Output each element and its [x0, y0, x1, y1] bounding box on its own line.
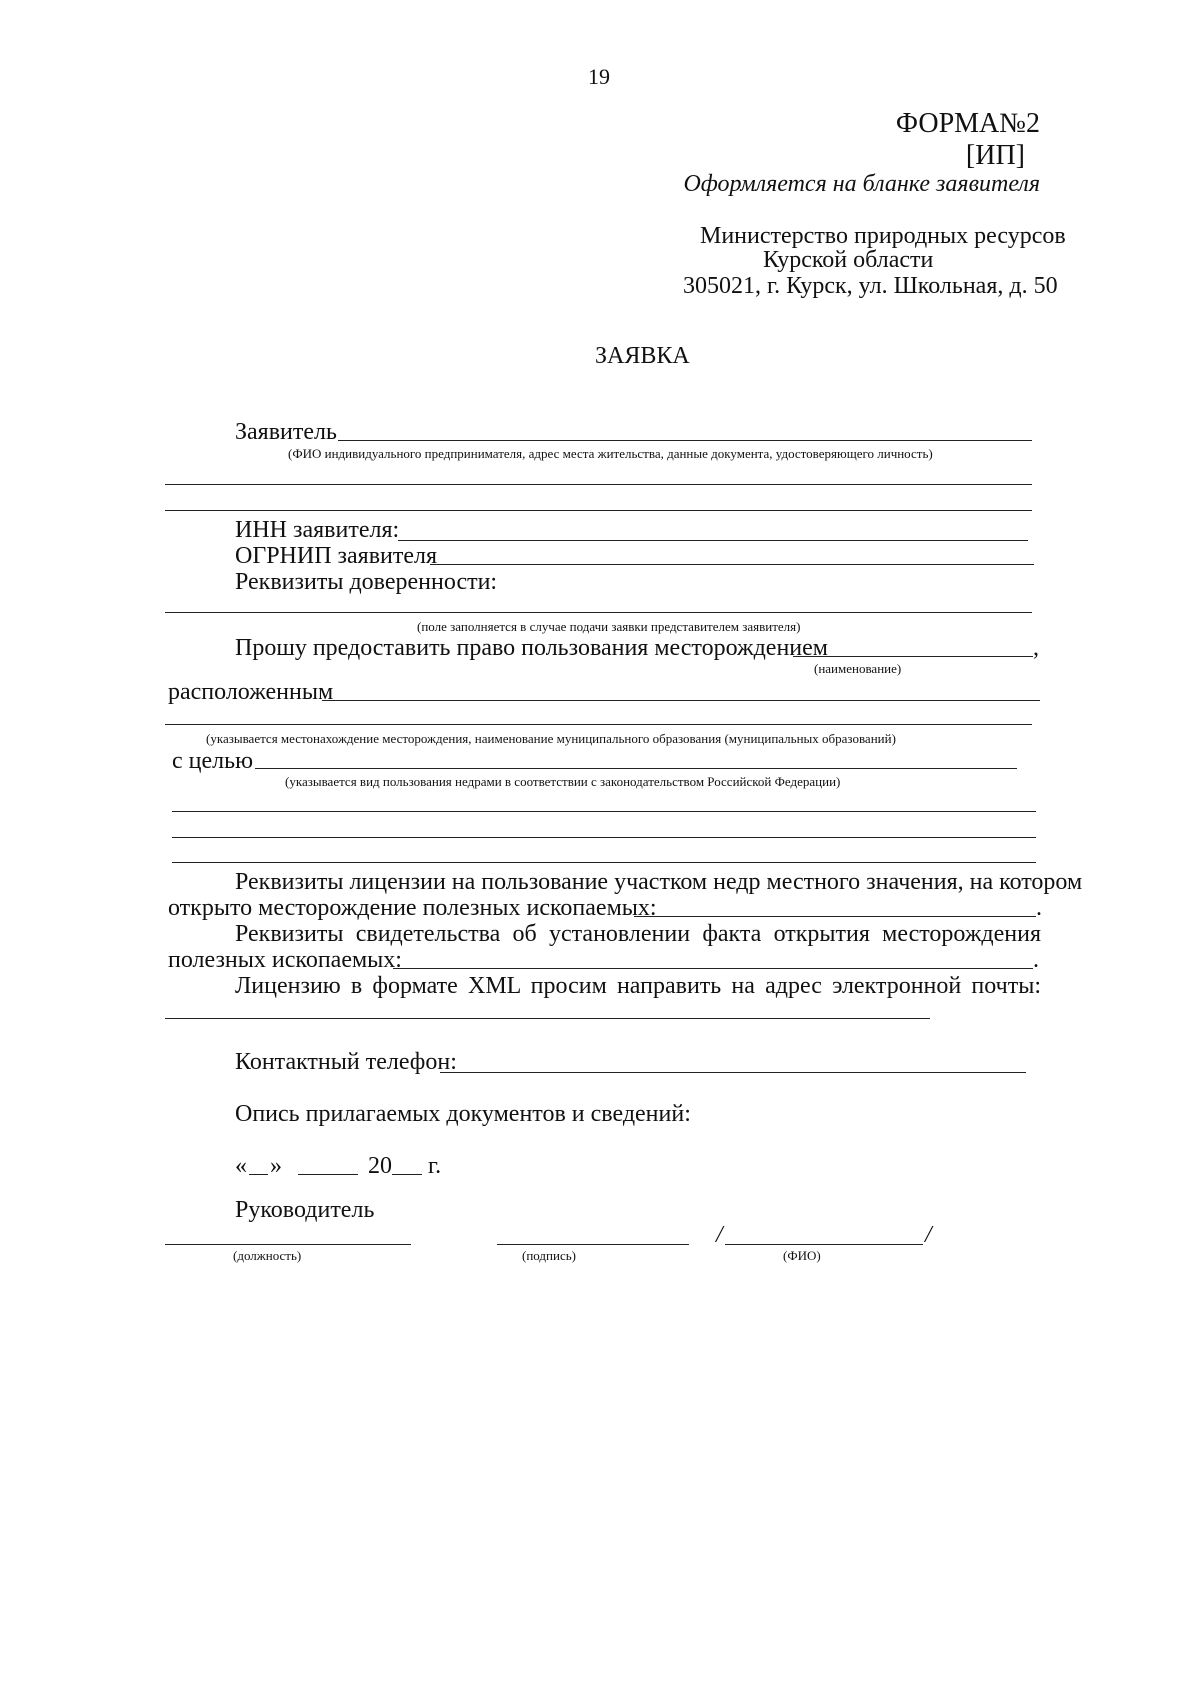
purpose-field-line-2[interactable]: [172, 811, 1036, 812]
form-type: [ИП]: [965, 140, 1025, 171]
position-hint: (должность): [233, 1248, 302, 1263]
inn-label: ИНН заявителя:: [235, 517, 400, 543]
certificate-dot: .: [1033, 947, 1039, 973]
purpose-field-line-3[interactable]: [172, 837, 1036, 838]
purpose-field-line[interactable]: [255, 768, 1017, 769]
poa-hint: (поле заполняется в случае подачи заявки представителем заявителя): [417, 619, 801, 634]
recipient-line-3: 305021, г. Курск, ул. Школьная, д. 50: [683, 273, 1058, 299]
location-field-line[interactable]: [322, 700, 1040, 701]
phone-field-line[interactable]: [440, 1072, 1026, 1073]
form-number: ФОРМА№2: [895, 108, 1040, 139]
name-slash-left: /: [716, 1222, 723, 1248]
applicant-hint: (ФИО индивидуального предпринимателя, адрес места жительства, данные документа, удостоверяющего личность): [288, 446, 933, 461]
date-close-quote: »: [270, 1153, 282, 1179]
phone-label: Контактный телефон:: [235, 1049, 457, 1075]
recipient-line-2: Курской области: [763, 247, 934, 273]
attachments-label: Опись прилагаемых документов и сведений:: [235, 1101, 691, 1127]
date-open-quote: «: [235, 1153, 247, 1179]
applicant-field-line-2[interactable]: [165, 484, 1032, 485]
certificate-text-line-2: полезных ископаемых:: [168, 947, 402, 973]
ogrnip-label: ОГРНИП заявителя: [235, 543, 438, 569]
name-field-line[interactable]: [725, 1244, 923, 1245]
purpose-label: с целью: [172, 748, 253, 774]
purpose-hint: (указывается вид пользования недрами в соответствии с законодательством Российской Федерации): [285, 774, 841, 789]
signature-hint: (подпись): [522, 1248, 576, 1263]
date-year-prefix: 20: [368, 1153, 392, 1179]
name-hint: (ФИО): [783, 1248, 821, 1263]
date-year-field[interactable]: [392, 1174, 422, 1175]
deposit-name-field-line[interactable]: [793, 656, 1033, 657]
date-day-field[interactable]: [249, 1174, 268, 1175]
license-text-line-1: Реквизиты лицензии на пользование участком недр местного значения, на котором: [235, 869, 1083, 895]
head-label: Руководитель: [235, 1197, 375, 1223]
applicant-field-line[interactable]: [338, 440, 1032, 441]
deposit-name-hint: (наименование): [814, 661, 902, 676]
applicant-label: Заявитель: [235, 419, 337, 445]
purpose-field-line-4[interactable]: [172, 862, 1036, 863]
document-title: ЗАЯВКА: [595, 343, 690, 369]
certificate-text-line-1: Реквизиты свидетельства об установлении факта открытия месторождения: [235, 921, 1041, 947]
xml-text: Лицензию в формате XML просим направить на адрес электронной почты:: [235, 973, 1041, 999]
license-text-line-2: открыто месторождение полезных ископаемых:: [168, 895, 657, 921]
location-field-line-2[interactable]: [165, 724, 1032, 725]
certificate-field-line[interactable]: [393, 968, 1033, 969]
date-month-field[interactable]: [298, 1174, 358, 1175]
ogrnip-field-line[interactable]: [430, 564, 1034, 565]
page-number: 19: [588, 64, 610, 89]
email-field-line[interactable]: [165, 1018, 930, 1019]
form-note: Оформляется на бланке заявителя: [683, 171, 1040, 197]
applicant-field-line-3[interactable]: [165, 510, 1032, 511]
location-hint: (указывается местонахождение месторождения, наименование муниципального образования (муниципальных образований): [206, 731, 896, 746]
date-year-suffix: г.: [428, 1153, 442, 1179]
poa-label: Реквизиты доверенности:: [235, 569, 498, 595]
name-slash-right: /: [925, 1222, 932, 1248]
inn-field-line[interactable]: [398, 540, 1028, 541]
poa-field-line[interactable]: [165, 612, 1032, 613]
signature-field-line[interactable]: [497, 1244, 689, 1245]
license-field-line[interactable]: [634, 916, 1036, 917]
request-comma: ,: [1033, 635, 1039, 661]
position-field-line[interactable]: [165, 1244, 411, 1245]
license-dot: .: [1036, 895, 1042, 921]
location-label: расположенным: [168, 679, 334, 705]
request-text: Прошу предоставить право пользования месторождением: [235, 635, 828, 661]
recipient-line-1: Министерство природных ресурсов: [700, 223, 1066, 249]
